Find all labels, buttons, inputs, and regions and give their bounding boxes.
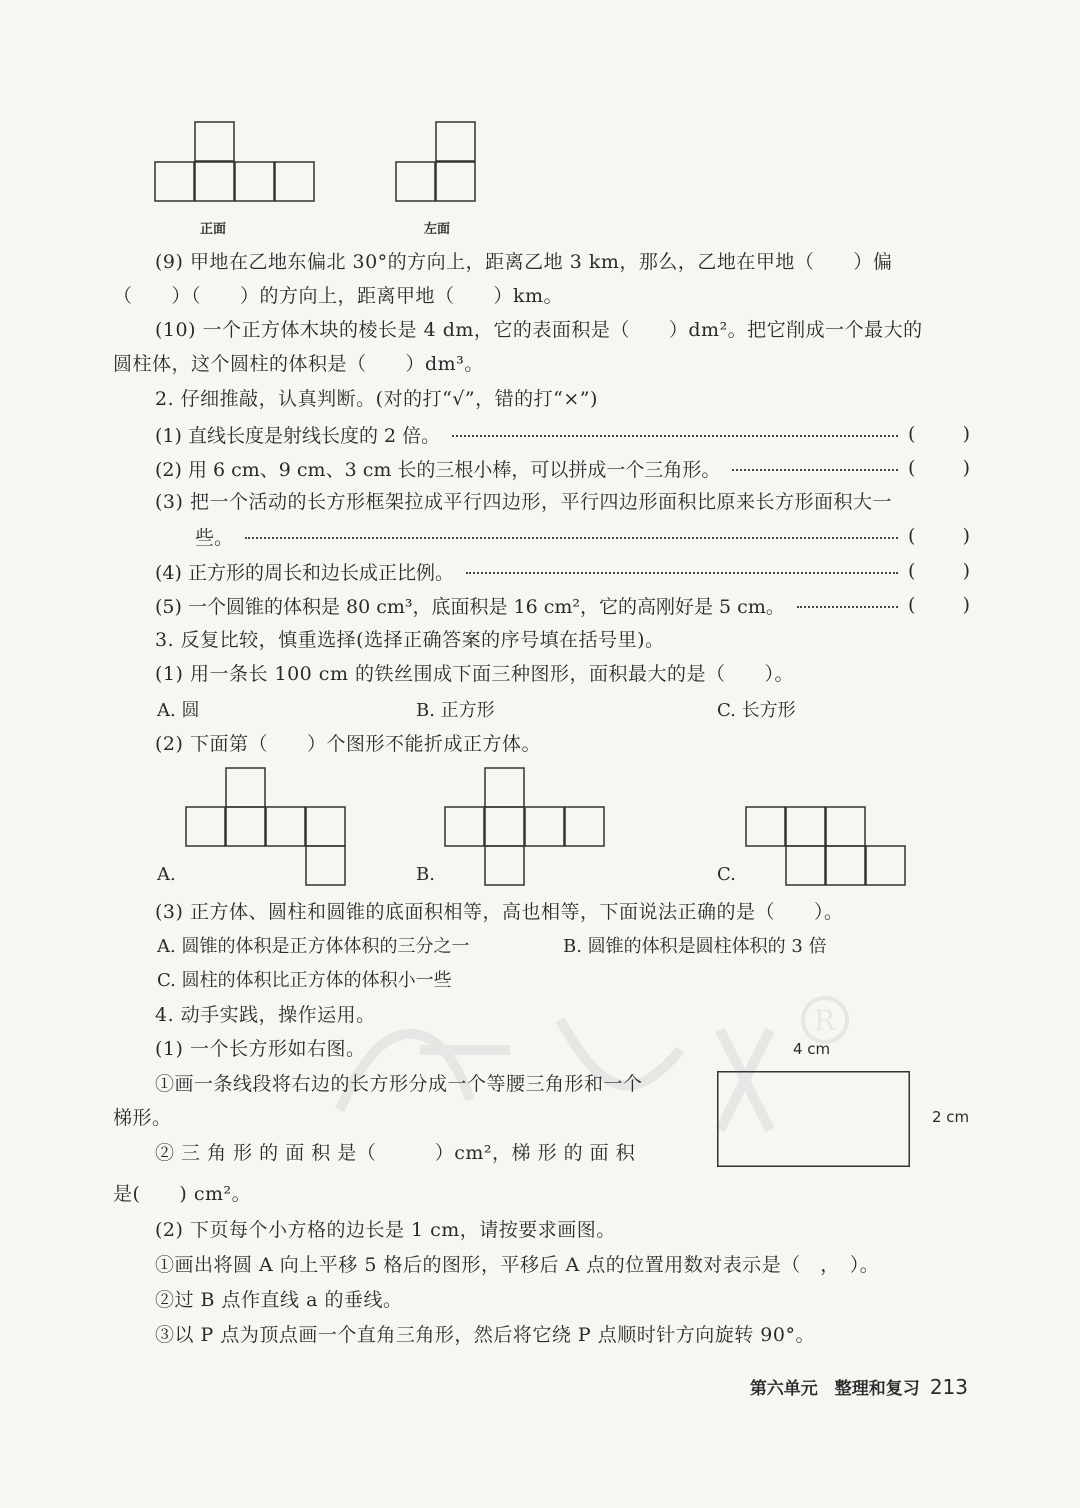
answer-parens[interactable]: ( ) (908, 560, 970, 582)
judge-item-text: (2) 用 6 cm、9 cm、3 cm 长的三根小棒，可以拼成一个三角形。 (155, 458, 721, 481)
practice-q2-text: (2) 下页每个小方格的边长是 1 cm，请按要求画图。 (155, 1219, 616, 1241)
judge-item-text: (1) 直线长度是射线长度的 2 倍。 (155, 424, 441, 447)
choice-q1-option-c[interactable]: C. 长方形 (717, 700, 796, 721)
choice-q1-text: (1) 用一条长 100 cm 的铁丝围成下面三种图形，面积最大的是（ ）。 (155, 663, 794, 685)
judge-item-3-cont (195, 522, 970, 550)
choice-q3-option-a[interactable]: A. 圆锥的体积是正方体体积的三分之一 (157, 936, 470, 957)
answer-parens[interactable]: ( ) (908, 423, 970, 445)
choice-q3-option-b[interactable]: B. 圆锥的体积是圆柱体积的 3 倍 (563, 936, 827, 957)
choice-q2-text: (2) 下面第（ ）个图形不能折成正方体。 (155, 733, 541, 755)
chapter-title: 第六单元 整理和复习 (749, 1379, 920, 1399)
judge-item-text: (5) 一个圆锥的体积是 80 cm³，底面积是 16 cm²，它的高刚好是 5 cm。 (155, 595, 785, 618)
rect-width-label: 4 cm (793, 1040, 831, 1058)
leader-dots (732, 469, 898, 471)
left-view-figure (396, 122, 476, 202)
leader-dots (466, 572, 898, 574)
answer-parens[interactable]: ( ) (908, 525, 970, 547)
net-label-b: B. (416, 864, 435, 885)
practice-q1-text: (1) 一个长方形如右图。 (155, 1038, 366, 1060)
judge-item-5 (155, 591, 970, 619)
judge-item-text: 些。 (195, 526, 234, 549)
practice-q1-step2-b: 是( ) cm²。 (113, 1183, 252, 1205)
section-2-heading: 2. 仔细推敲，认真判断。(对的打“√”，错的打“×”) (155, 388, 598, 410)
net-label-a: A. (157, 864, 176, 885)
judge-item-2 (155, 454, 970, 482)
practice-q1-step1-a: ①画一条线段将右边的长方形分成一个等腰三角形和一个 (155, 1073, 643, 1095)
page-footer (750, 1374, 968, 1399)
practice-q2-step1: ①画出将圆 A 向上平移 5 格后的图形，平移后 A 点的位置用数对表示是（ ， ）。 (155, 1254, 880, 1276)
page-number: 213 (929, 1375, 968, 1399)
left-view-label: 左面 (424, 222, 451, 237)
rect-height-label: 2 cm (932, 1108, 970, 1126)
choice-q1-option-b[interactable]: B. 正方形 (416, 700, 495, 721)
choice-q1-option-a[interactable]: A. 圆 (157, 700, 200, 721)
choice-q3-option-c[interactable]: C. 圆柱的体积比正方体的体积小一些 (157, 970, 452, 991)
practice-q1-step2-a: ② 三 角 形 的 面 积 是（ ）cm²，梯 形 的 面 积 (155, 1142, 636, 1164)
practice-q2-step2: ②过 B 点作直线 a 的垂线。 (155, 1289, 403, 1311)
leader-dots (797, 606, 898, 608)
q9-line-1: (9) 甲地在乙地东偏北 30°的方向上，距离乙地 3 km，那么，乙地在甲地（ ）偏 (155, 251, 893, 273)
cube-net-b (445, 768, 605, 886)
judge-item-1 (155, 420, 970, 448)
cube-net-a (186, 768, 346, 886)
rectangle-figure[interactable] (717, 1071, 910, 1167)
q10-line-1: (10) 一个正方体木块的棱长是 4 dm，它的表面积是（ ）dm²。把它削成一个最大的 (155, 319, 923, 341)
practice-q2-step3: ③以 P 点为顶点画一个直角三角形，然后将它绕 P 点顺时针方向旋转 90°。 (155, 1324, 815, 1346)
answer-parens[interactable]: ( ) (908, 457, 970, 479)
section-3-heading: 3. 反复比较，慎重选择(选择正确答案的序号填在括号里)。 (155, 629, 665, 651)
net-label-c: C. (717, 864, 736, 885)
cube-net-c (746, 807, 906, 887)
front-view-label: 正面 (200, 222, 227, 237)
q10-line-2: 圆柱体，这个圆柱的体积是（ ）dm³。 (113, 353, 484, 375)
q9-line-2: （ ）（ ）的方向上，距离甲地（ ）km。 (113, 285, 564, 307)
answer-parens[interactable]: ( ) (908, 594, 970, 616)
choice-q3-text: (3) 正方体、圆柱和圆锥的底面积相等，高也相等，下面说法正确的是（ ）。 (155, 901, 844, 923)
judge-item-3-text: (3) 把一个活动的长方形框架拉成平行四边形，平行四边形面积比原来长方形面积大一 (155, 491, 892, 513)
leader-dots (452, 435, 898, 437)
judge-item-text: (4) 正方形的周长和边长成正比例。 (155, 561, 454, 584)
front-view-figure (155, 122, 315, 202)
leader-dots (245, 537, 898, 539)
practice-q1-step1-b: 梯形。 (113, 1107, 172, 1129)
judge-item-4 (155, 557, 970, 585)
section-4-heading: 4. 动手实践，操作运用。 (155, 1004, 376, 1026)
svg-text:R: R (814, 1004, 836, 1037)
